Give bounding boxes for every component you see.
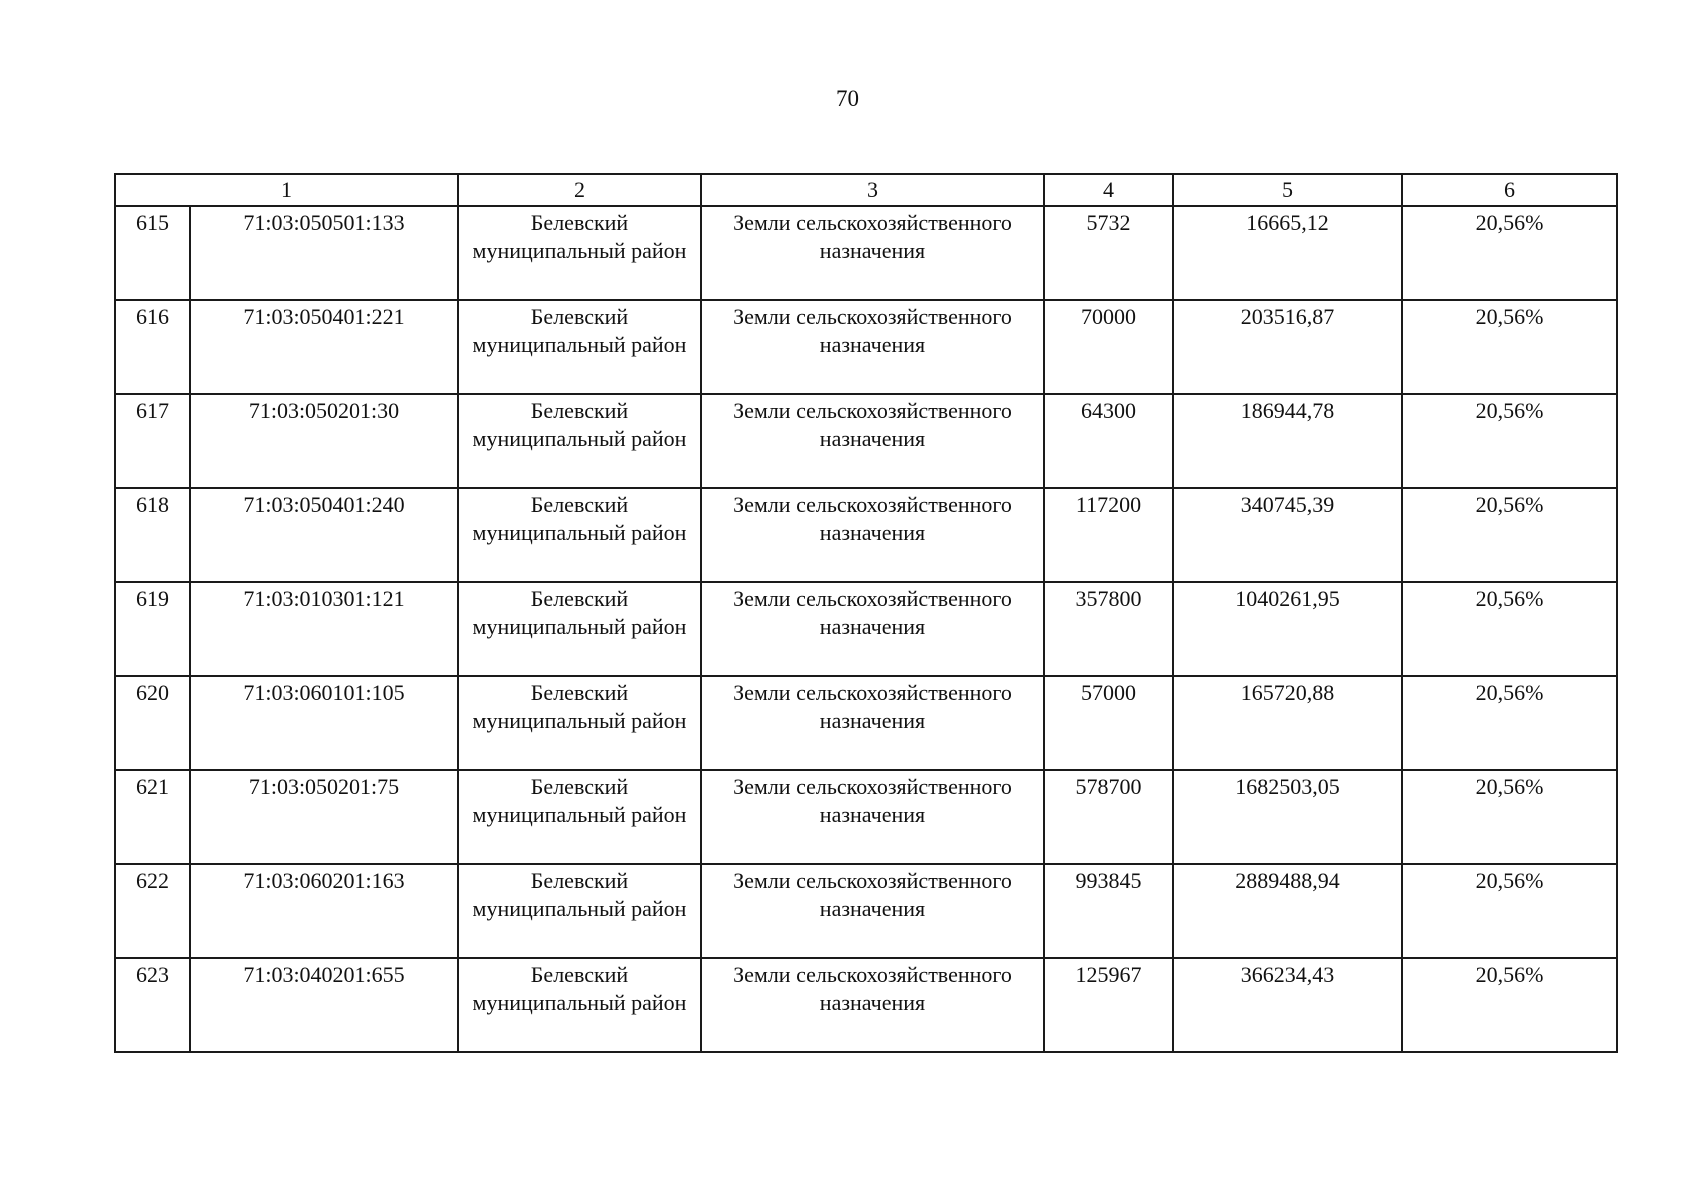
- table-header-row: [115, 174, 1617, 206]
- district-cell: Белевский муниципальный район: [458, 394, 701, 488]
- page-number: 70: [836, 86, 859, 111]
- cadastral-number-cell: 71:03:040201:655: [190, 958, 458, 1052]
- cadastral-value-cell: 203516,87: [1173, 300, 1402, 394]
- area-cell: 357800: [1044, 582, 1173, 676]
- rate-cell: 20,56%: [1402, 300, 1617, 394]
- land-category-cell: Земли сельскохозяйственного назначения: [701, 206, 1044, 300]
- cadastral-value-cell: 340745,39: [1173, 488, 1402, 582]
- rate-cell: 20,56%: [1402, 488, 1617, 582]
- rate-cell: 20,56%: [1402, 864, 1617, 958]
- header-col-1: 1: [115, 174, 458, 206]
- cadastral-value-cell: 366234,43: [1173, 958, 1402, 1052]
- district-cell: Белевский муниципальный район: [458, 300, 701, 394]
- district-cell: Белевский муниципальный район: [458, 770, 701, 864]
- district-cell: Белевский муниципальный район: [458, 206, 701, 300]
- row-number-cell: 623: [115, 958, 190, 1052]
- header-col-2: 2: [458, 174, 701, 206]
- row-number-cell: 620: [115, 676, 190, 770]
- cadastral-number-cell: 71:03:060201:163: [190, 864, 458, 958]
- table-row: [115, 770, 1617, 864]
- cadastral-number-cell: 71:03:050401:221: [190, 300, 458, 394]
- row-number-cell: 622: [115, 864, 190, 958]
- cadastral-value-cell: 1682503,05: [1173, 770, 1402, 864]
- area-cell: 125967: [1044, 958, 1173, 1052]
- land-category-cell: Земли сельскохозяйственного назначения: [701, 864, 1044, 958]
- area-cell: 70000: [1044, 300, 1173, 394]
- area-cell: 5732: [1044, 206, 1173, 300]
- cadastral-number-cell: 71:03:050401:240: [190, 488, 458, 582]
- row-number-cell: 621: [115, 770, 190, 864]
- table-row: [115, 394, 1617, 488]
- row-number-cell: 619: [115, 582, 190, 676]
- district-cell: Белевский муниципальный район: [458, 488, 701, 582]
- cadastral-number-cell: 71:03:050201:30: [190, 394, 458, 488]
- table-row: [115, 582, 1617, 676]
- rate-cell: 20,56%: [1402, 676, 1617, 770]
- land-category-cell: Земли сельскохозяйственного назначения: [701, 582, 1044, 676]
- area-cell: 578700: [1044, 770, 1173, 864]
- district-cell: Белевский муниципальный район: [458, 582, 701, 676]
- rate-cell: 20,56%: [1402, 770, 1617, 864]
- row-number-cell: 616: [115, 300, 190, 394]
- header-col-6: 6: [1402, 174, 1617, 206]
- row-number-cell: 618: [115, 488, 190, 582]
- table-row: [115, 958, 1617, 1052]
- land-category-cell: Земли сельскохозяйственного назначения: [701, 300, 1044, 394]
- cadastral-value-cell: 165720,88: [1173, 676, 1402, 770]
- table-row: [115, 488, 1617, 582]
- row-number-cell: 617: [115, 394, 190, 488]
- rate-cell: 20,56%: [1402, 206, 1617, 300]
- district-cell: Белевский муниципальный район: [458, 676, 701, 770]
- land-category-cell: Земли сельскохозяйственного назначения: [701, 488, 1044, 582]
- area-cell: 57000: [1044, 676, 1173, 770]
- district-cell: Белевский муниципальный район: [458, 958, 701, 1052]
- cadastral-value-cell: 186944,78: [1173, 394, 1402, 488]
- area-cell: 64300: [1044, 394, 1173, 488]
- land-category-cell: Земли сельскохозяйственного назначения: [701, 676, 1044, 770]
- area-cell: 117200: [1044, 488, 1173, 582]
- land-category-cell: Земли сельскохозяйственного назначения: [701, 770, 1044, 864]
- rate-cell: 20,56%: [1402, 958, 1617, 1052]
- land-plots-table: [114, 173, 1618, 1053]
- cadastral-number-cell: 71:03:050501:133: [190, 206, 458, 300]
- header-col-3: 3: [701, 174, 1044, 206]
- table-row: [115, 300, 1617, 394]
- header-col-5: 5: [1173, 174, 1402, 206]
- cadastral-number-cell: 71:03:010301:121: [190, 582, 458, 676]
- table-row: [115, 676, 1617, 770]
- table-row: [115, 864, 1617, 958]
- header-col-4: 4: [1044, 174, 1173, 206]
- table-row: [115, 206, 1617, 300]
- land-category-cell: Земли сельскохозяйственного назначения: [701, 394, 1044, 488]
- cadastral-value-cell: 2889488,94: [1173, 864, 1402, 958]
- cadastral-number-cell: 71:03:060101:105: [190, 676, 458, 770]
- rate-cell: 20,56%: [1402, 394, 1617, 488]
- district-cell: Белевский муниципальный район: [458, 864, 701, 958]
- area-cell: 993845: [1044, 864, 1173, 958]
- row-number-cell: 615: [115, 206, 190, 300]
- cadastral-number-cell: 71:03:050201:75: [190, 770, 458, 864]
- rate-cell: 20,56%: [1402, 582, 1617, 676]
- land-category-cell: Земли сельскохозяйственного назначения: [701, 958, 1044, 1052]
- cadastral-value-cell: 1040261,95: [1173, 582, 1402, 676]
- cadastral-value-cell: 16665,12: [1173, 206, 1402, 300]
